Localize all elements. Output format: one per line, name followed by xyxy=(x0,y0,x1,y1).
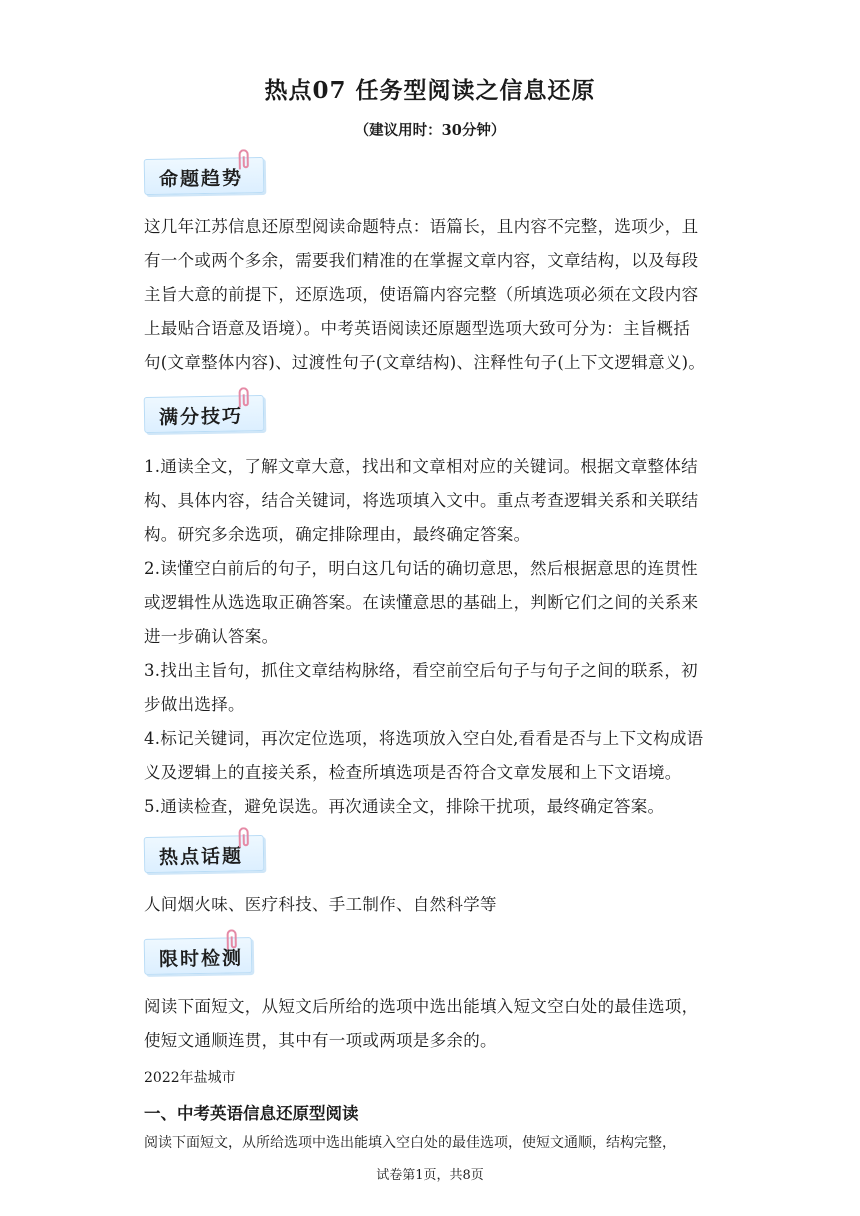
paper-clip-icon xyxy=(235,827,253,849)
test-paragraph xyxy=(144,990,716,1058)
text-line: 构、具体内容，结合关键词，将选项填入文中。重点考查逻辑关系和关联结 xyxy=(144,491,699,510)
section-banner-skills xyxy=(144,395,265,433)
text-line: 阅读下面短文，从短文后所给的选项中选出能填入短文空白处的最佳选项， xyxy=(144,997,699,1016)
text-line: 构。研究多余选项，确定排除理由，最终确定答案。 xyxy=(144,525,531,544)
topics-paragraph xyxy=(144,888,716,922)
section-banner-label: 满分技巧 xyxy=(158,405,244,429)
text-line: 1.通读全文，了解文章大意，找出和文章相对应的关键词。根据文章整体结 xyxy=(144,457,698,476)
section-banner-test xyxy=(144,937,253,975)
text-line: 或逻辑性从选选取正确答案。在读懂意思的基础上，判断它们之间的关系来 xyxy=(144,593,699,612)
text-line: 上最贴合语意及语境）。中考英语阅读还原题型选项大致可分为：主旨概括 xyxy=(144,319,691,338)
text-line: 人间烟火味、医疗科技、手工制作、自然科学等 xyxy=(144,895,497,914)
text-line: 4.标记关键词，再次定位选项，将选项放入空白处,看看是否与上下文构成语 xyxy=(144,729,704,748)
skills-paragraph xyxy=(144,450,716,824)
page-subtitle: （建议用时：30分钟） xyxy=(354,122,506,139)
paper-clip-icon xyxy=(235,387,253,409)
page-title: 热点07 任务型阅读之信息还原 xyxy=(264,77,596,104)
text-line: 句(文章整体内容)、过渡性句子(文章结构)、注释性句子(上下文逻辑意义)。 xyxy=(144,353,706,372)
text-line: 使短文通顺连贯，其中有一项或两项是多余的。 xyxy=(144,1031,497,1050)
section-banner-label: 命题趋势 xyxy=(158,167,244,191)
source-label: 2022年盐城市 xyxy=(144,1070,236,1086)
instruction-text: 阅读下面短文，从所给选项中选出能填入空白处的最佳选项，使短文通顺，结构完整， xyxy=(144,1135,676,1151)
text-line: 主旨大意的前提下，还原选项，使语篇内容完整（所填选项必须在文段内容 xyxy=(144,285,699,304)
text-line: 这几年江苏信息还原型阅读命题特点：语篇长，且内容不完整，选项少，且 xyxy=(144,217,699,236)
text-line: 步做出选择。 xyxy=(144,695,245,714)
exam-section-heading: 一、中考英语信息还原型阅读 xyxy=(144,1104,359,1123)
section-banner-label: 限时检测 xyxy=(158,947,244,971)
text-line: 进一步确认答案。 xyxy=(144,627,279,646)
trend-paragraph xyxy=(144,210,716,380)
paper-clip-icon xyxy=(223,929,241,951)
text-line: 5.通读检查，避免误选。再次通读全文，排除干扰项，最终确定答案。 xyxy=(144,797,665,816)
page-footer: 试卷第1页，共8页 xyxy=(376,1168,484,1183)
text-line: 2.读懂空白前后的句子，明白这几句话的确切意思，然后根据意思的连贯性 xyxy=(144,559,698,578)
section-banner-label: 热点话题 xyxy=(158,845,244,869)
section-banner-topics xyxy=(144,835,265,873)
paper-clip-icon xyxy=(235,149,253,171)
text-line: 3.找出主旨句，抓住文章结构脉络，看空前空后句子与句子之间的联系，初 xyxy=(144,661,698,680)
text-line: 义及逻辑上的直接关系，检查所填选项是否符合文章发展和上下文语境。 xyxy=(144,763,682,782)
section-banner-trend xyxy=(144,157,265,195)
text-line: 有一个或两个多余，需要我们精准的在掌握文章内容，文章结构，以及每段 xyxy=(144,251,699,270)
